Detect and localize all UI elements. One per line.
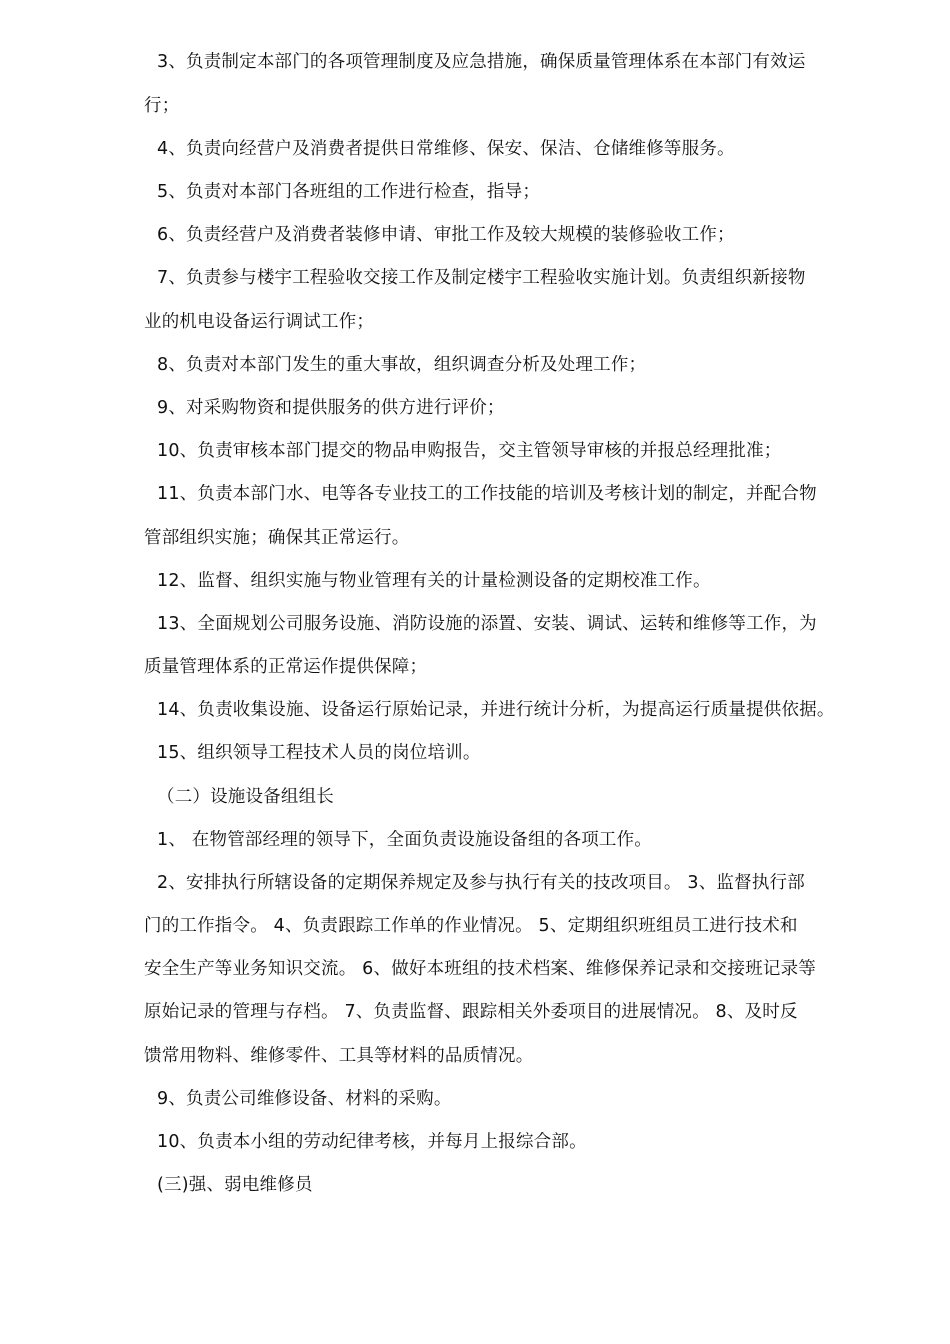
text-line: 门的工作指令。 4、负责跟踪工作单的作业情况。 5、定期组织班组员工进行技术和: [144, 916, 798, 936]
text-line: 4、负责向经营户及消费者提供日常维修、保安、保洁、仓储维修等服务。: [157, 139, 735, 159]
text-line: 3、负责制定本部门的各项管理制度及应急措施，确保质量管理体系在本部门有效运: [157, 52, 806, 72]
text-line: 8、负责对本部门发生的重大事故，组织调查分析及处理工作；: [157, 355, 647, 375]
text-line: 14、负责收集设施、设备运行原始记录，并进行统计分析，为提高运行质量提供依据。: [157, 700, 835, 720]
text-line: 9、对采购物资和提供服务的供方进行评价；: [157, 398, 505, 418]
text-line: 馈常用物料、维修零件、工具等材料的品质情况。: [144, 1046, 534, 1066]
text-line: 安全生产等业务知识交流。 6、做好本班组的技术档案、维修保养记录和交接班记录等: [144, 959, 816, 979]
text-line: 2、安排执行所辖设备的定期保养规定及参与执行有关的技改项目。 3、监督执行部: [157, 873, 805, 893]
text-line: 7、负责参与楼宇工程验收交接工作及制定楼宇工程验收实施计划。负责组织新接物: [157, 268, 806, 288]
text-line: 1、 在物管部经理的领导下，全面负责设施设备组的各项工作。: [157, 830, 652, 850]
text-line: 5、负责对本部门各班组的工作进行检查，指导；: [157, 182, 541, 202]
text-line: 13、全面规划公司服务设施、消防设施的添置、安装、调试、运转和维修等工作，为: [157, 614, 817, 634]
text-line: 业的机电设备运行调试工作；: [144, 312, 375, 332]
section-heading: （二）设施设备组组长: [157, 787, 334, 807]
text-line: 行；: [144, 96, 180, 116]
text-line: 原始记录的管理与存档。 7、负责监督、跟踪相关外委项目的进展情况。 8、及时反: [144, 1002, 798, 1022]
text-line: 10、负责本小组的劳动纪律考核，并每月上报综合部。: [157, 1132, 587, 1152]
section-heading: (三)强、弱电维修员: [157, 1175, 313, 1195]
text-line: 10、负责审核本部门提交的物品申购报告，交主管领导审核的并报总经理批准；: [157, 441, 782, 461]
text-line: 11、负责本部门水、电等各专业技工的工作技能的培训及考核计划的制定，并配合物: [157, 484, 817, 504]
text-line: 6、负责经营户及消费者装修申请、审批工作及较大规模的装修验收工作；: [157, 225, 735, 245]
text-line: 管部组织实施；确保其正常运行。: [144, 528, 410, 548]
text-line: 质量管理体系的正常运作提供保障；: [144, 657, 428, 677]
text-line: 9、负责公司维修设备、材料的采购。: [157, 1089, 452, 1109]
text-line: 12、监督、组织实施与物业管理有关的计量检测设备的定期校准工作。: [157, 571, 711, 591]
text-line: 15、组织领导工程技术人员的岗位培训。: [157, 743, 481, 763]
